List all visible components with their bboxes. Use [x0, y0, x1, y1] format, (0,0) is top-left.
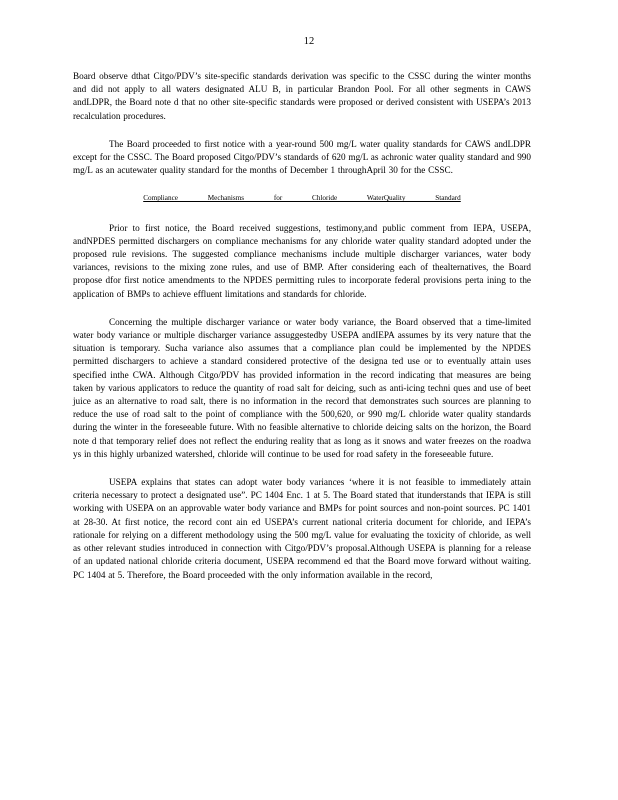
section-heading: Compliance Mechanisms for Chloride WaterQuality Standard: [143, 194, 461, 203]
paragraph: Board observe dthat Citgo/PDV’s site-specific standards derivation was specific to the CSSC during the winter months and did not apply to all waters designated ALU B, in particular Brandon Pool. For all other segments in CAWS andLDPR, the Board note d that no other site-specific standards were proposed or derived consistent with USEPA’s 2013 recalculation procedures.: [73, 71, 531, 121]
paragraph: The Board proceeded to first notice with a year-round 500 mg/L water quality standards for CAWS andLDPR except for the CSSC. The Board proposed Citgo/PDV’s standards of 620 mg/L as achronic water quality standard and 990 mg/L as an acutewater quality standard for the months of December 1 throughApril 30 for the CSSC.: [73, 138, 531, 176]
paragraph: USEPA explains that states can adopt water body variances ‘where it is not feasible to immediately attain criteria necessary to protect a designated use”. PC 1404 Enc. 1 at 5. The Board stated that itunderstands that IEPA is still working with USEPA on an approvable water body variance and BMPs for point sources and non-point sources. PC 1401 at 28-30. At first notice, the record cont ain ed USEPA’s current national criteria document for chloride, and IEPA’s rationale for relying on a different methodology using the 500 mg/L value for evaluating the toxicity of chloride, as well as other relevant studies introduced in connection with Citgo/PDV’s proposal.Although USEPA is planning for a release of an updated national chloride criteria document, USEPA recommend ed that the Board move forward without waiting. PC 1404 at 5. Therefore, the Board proceeded with the only information available in the record,: [73, 477, 531, 580]
paragraph: Prior to first notice, the Board received suggestions, testimony,and public comment from IEPA, USEPA, andNPDES permitted dischargers on compliance mechanisms for any chloride water quality standard adopted under the proposed rule revisions. The suggested compliance mechanisms include multiple discharger variances, water body variances, revisions to the mixing zone rules, and use of BMP. After considering each of thealternatives, the Board propose dfor first notice amendments to the NPDES permitting rules to incorporate federal provisions perta ining to the application of BMPs to achieve effluent limitations and standards for chloride.: [73, 222, 531, 299]
page-number: 12: [303, 36, 315, 47]
document-body: [73, 70, 531, 597]
paragraph: Concerning the multiple discharger variance or water body variance, the Board observed that a time-limited water body variance or multiple discharger variance assuggestedby USEPA andIEPA assumes by its very nature that the situation is temporary. Sucha variance also assumes that a compliance plan could be implemented by the NPDES permitted dischargers to achieve a standard considered protective of the designa ted use or to eventually attain uses specified inthe CWA. Although Citgo/PDV has provided information in the record indicating that measures are being taken by various applicators to reduce the quantity of road salt for deicing, such as anti-icing techni ques and use of beet juice as an alternative to road salt, there is no information in the record that demonstrates such sources are planning to reduce the use of road salt to the point of compliance with the 500,620, or 990 mg/L chloride water quality standards during the winter in the foreseeable future. With no feasible alternative to chloride deicing salts on the horizon, the Board note d that temporary relief does not reflect the enduring reality that as long as it snows and water freezes on the roadwa ys in this highly urbanized watershed, chloride will continue to be used for road safety in the foreseeable future.: [73, 316, 531, 459]
